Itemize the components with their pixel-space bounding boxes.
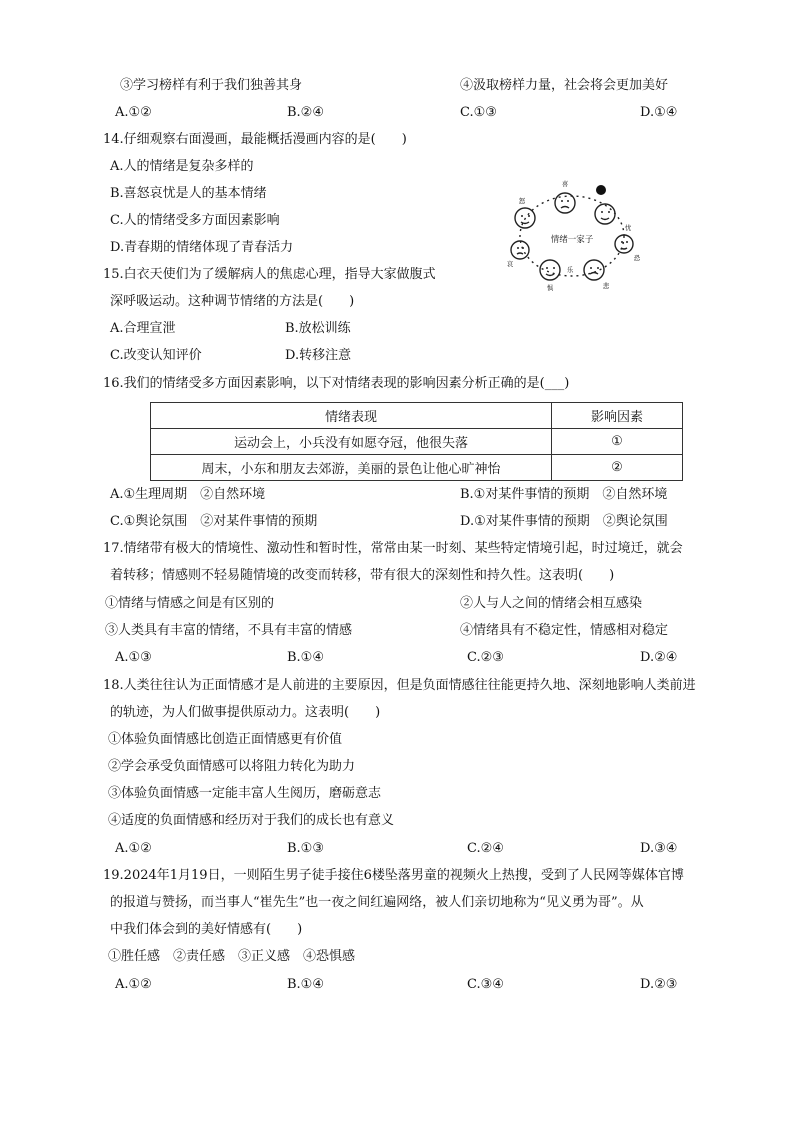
cartoon-label-2: 怒 <box>518 197 526 205</box>
table-header-factor: 影响因素 <box>552 403 683 429</box>
table-cell: ② <box>552 455 683 481</box>
cartoon-label-4: 惧 <box>546 284 554 292</box>
face-5 <box>540 260 560 280</box>
cartoon-label-3: 哀 <box>506 260 514 268</box>
q15-option-b[interactable]: B.放松训练 <box>285 321 351 336</box>
face-6 <box>584 260 604 280</box>
table-header-expression: 情绪表现 <box>151 403 552 429</box>
q18-item-3: ③体验负面情感一定能丰富人生阅历，磨砺意志 <box>108 786 382 801</box>
q17-item-4: ④情绪具有不稳定性，情感相对稳定 <box>460 623 669 638</box>
cartoon-center-text: 情绪一家子 <box>550 235 594 245</box>
q13-option-b[interactable]: B.②④ <box>287 105 324 120</box>
q15-option-d[interactable]: D.转移注意 <box>285 348 352 363</box>
q17-stem-line2: 着转移；情感则不轻易随情境的改变而转移，带有很大的深刻性和持久性。这表明( ) <box>110 568 615 583</box>
cartoon-label-7: 忧 <box>624 224 632 232</box>
black-dot <box>596 185 606 195</box>
cartoon-label-6: 悲 <box>602 282 610 290</box>
q19-stem-line2: 的报道与赞扬，而当事人“崔先生”也一夜之间红遍网络，被人们亲切地称为“见义勇为哥”。从 <box>110 895 644 910</box>
table-cell: 运动会上，小兵没有如愿夺冠，他很失落 <box>151 429 552 455</box>
q19-option-c[interactable]: C.③④ <box>467 977 504 992</box>
q18-stem-line1: 18.人类往往认为正面情感才是人前进的主要原因，但是负面情感往往能更持久地、深刻地影响人类前进 <box>103 678 696 693</box>
q18-option-b[interactable]: B.①③ <box>287 841 324 856</box>
q13-item-4: ④汲取榜样力量，社会将会更加美好 <box>460 78 669 93</box>
q17-option-b[interactable]: B.①④ <box>287 650 324 665</box>
face-4 <box>511 241 529 259</box>
q16-stem: 16.我们的情绪受多方面因素影响，以下对情绪表现的影响因素分析正确的是(___) <box>103 376 570 391</box>
cartoon-label-8: 恐 <box>633 254 641 262</box>
q13-option-c[interactable]: C.①③ <box>460 105 497 120</box>
q14-stem: 14.仔细观察右面漫画，最能概括漫画内容的是( ) <box>103 132 407 147</box>
q17-item-2: ②人与人之间的情绪会相互感染 <box>460 596 643 611</box>
table-row <box>151 455 683 481</box>
q14-option-c[interactable]: C.人的情绪受多方面因素影响 <box>110 213 280 228</box>
q18-item-2: ②学会承受负面情感可以将阻力转化为助力 <box>108 759 356 774</box>
q19-option-a[interactable]: A.①② <box>115 977 152 992</box>
q18-option-c[interactable]: C.②④ <box>467 841 504 856</box>
q15-stem-line1: 15.白衣天使们为了缓解病人的焦虑心理，指导大家做腹式 <box>103 267 436 282</box>
q13-option-d[interactable]: D.①④ <box>640 105 678 120</box>
q17-option-c[interactable]: C.②③ <box>467 650 504 665</box>
q13-item-3: ③学习榜样有利于我们独善其身 <box>120 78 303 93</box>
q16-option-c[interactable]: C.①舆论氛围 ②对某件事情的预期 <box>110 514 318 529</box>
q18-option-a[interactable]: A.①② <box>115 841 152 856</box>
q15-option-c[interactable]: C.改变认知评价 <box>110 348 202 363</box>
q18-stem-line2: 的轨迹，为人们做事提供原动力。这表明( ) <box>110 705 381 720</box>
q19-items: ①胜任感 ②责任感 ③正义感 ④恐惧感 <box>108 949 356 964</box>
table-cell: 周末，小东和朋友去郊游，美丽的景色让他心旷神怡 <box>151 455 552 481</box>
q16-option-b[interactable]: B.①对某件事情的预期 ②自然环境 <box>460 487 668 502</box>
q17-option-d[interactable]: D.②④ <box>640 650 678 665</box>
q16-option-a[interactable]: A.①生理周期 ②自然环境 <box>110 487 266 502</box>
q19-stem-line1: 19.2024年1月19日，一则陌生男子徒手接住6楼坠落男童的视频火上热搜，受到了人民网等媒体官博 <box>103 868 684 883</box>
q18-option-d[interactable]: D.③④ <box>640 841 678 856</box>
q18-item-1: ①体验负面情感比创造正面情感更有价值 <box>108 732 343 747</box>
q16-table <box>150 402 683 481</box>
q19-option-d[interactable]: D.②③ <box>640 977 678 992</box>
q17-item-1: ①情绪与情感之间是有区别的 <box>105 596 275 611</box>
table-header-row <box>151 403 683 429</box>
q14-option-b[interactable]: B.喜怒哀忧是人的基本情绪 <box>110 186 267 201</box>
q18-item-4: ④适度的负面情感和经历对于我们的成长也有意义 <box>108 813 395 828</box>
cartoon-label-1: 喜 <box>561 180 569 188</box>
q15-option-a[interactable]: A.合理宣泄 <box>110 321 176 336</box>
q19-stem-line3: 中我们体会到的美好情感有( ) <box>110 922 303 937</box>
q16-option-d[interactable]: D.①对某件事情的预期 ②舆论氛围 <box>460 514 668 529</box>
cartoon-label-5: 乐 <box>566 266 574 274</box>
table-row <box>151 429 683 455</box>
table-cell: ① <box>552 429 683 455</box>
face-3 <box>595 204 615 224</box>
emotion-family-cartoon <box>500 170 645 295</box>
q19-option-b[interactable]: B.①④ <box>287 977 324 992</box>
q17-option-a[interactable]: A.①③ <box>115 650 152 665</box>
q14-option-a[interactable]: A.人的情绪是复杂多样的 <box>110 159 254 174</box>
q17-item-3: ③人类具有丰富的情绪，不具有丰富的情感 <box>105 623 353 638</box>
q13-option-a[interactable]: A.①② <box>115 105 152 120</box>
q15-stem-line2: 深呼吸运动。这种调节情绪的方法是( ) <box>110 294 355 309</box>
q17-stem-line1: 17.情绪带有极大的情境性、激动性和暂时性，常常由某一时刻、某些特定情境引起，时过境迁，就会 <box>103 541 683 556</box>
q14-option-d[interactable]: D.青春期的情绪体现了青春活力 <box>110 240 294 255</box>
